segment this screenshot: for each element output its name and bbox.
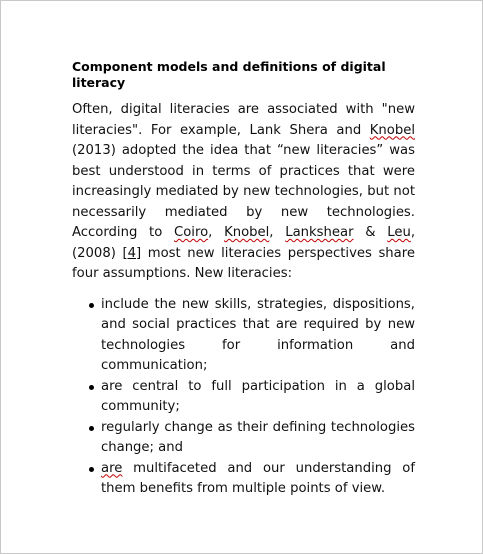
spellcheck-word[interactable]: Coiro [174, 225, 209, 240]
bullet-icon [89, 467, 94, 472]
document-content [72, 59, 415, 500]
reference-link[interactable]: [4] [122, 245, 142, 261]
bullet-icon [89, 426, 94, 431]
bullet-icon [89, 385, 94, 390]
list-item [72, 377, 415, 418]
paragraph-text: , (2008) [72, 225, 416, 261]
bullet-list [72, 295, 415, 500]
list-item [72, 418, 415, 459]
list-item-text: regularly change as their defining technologies change; and [101, 419, 415, 455]
spellcheck-word[interactable]: are [101, 460, 123, 476]
paragraph-text: most new literacies perspectives share four assumptions. New literacies: [72, 245, 415, 281]
paragraph-text: & [353, 225, 388, 240]
paragraph-text: Often, digital literacies are associated with "new literacies". For example, Lank Shera and [72, 102, 415, 138]
list-item-text: multifaceted and our understanding of them benefits from multiple points of view. [101, 460, 415, 496]
body-paragraph [72, 100, 415, 285]
list-item [72, 295, 415, 377]
spellcheck-word[interactable]: Knobel [369, 122, 415, 138]
spellcheck-word[interactable]: Lankshear [285, 225, 354, 240]
list-item [72, 459, 415, 500]
paragraph-text: , [208, 225, 225, 240]
spellcheck-word[interactable]: Leu [387, 225, 411, 240]
paragraph-text: , [269, 225, 286, 240]
bullet-icon [89, 303, 94, 308]
list-item-text: are central to full participation in a global community; [101, 378, 415, 414]
section-heading: Component models and definitions of digital literacy [72, 59, 386, 90]
paragraph-text: (2013) adopted the idea that “new literacies” was best understood in terms of practices that were increasingly mediated by new technologies, but not necessarily mediated by new technologies. According to [72, 143, 415, 240]
spellcheck-word[interactable]: Knobel [224, 225, 270, 240]
list-item-text: include the new skills, strategies, dispositions, and social practices that are required by new technologies for information and communication; [101, 296, 415, 373]
